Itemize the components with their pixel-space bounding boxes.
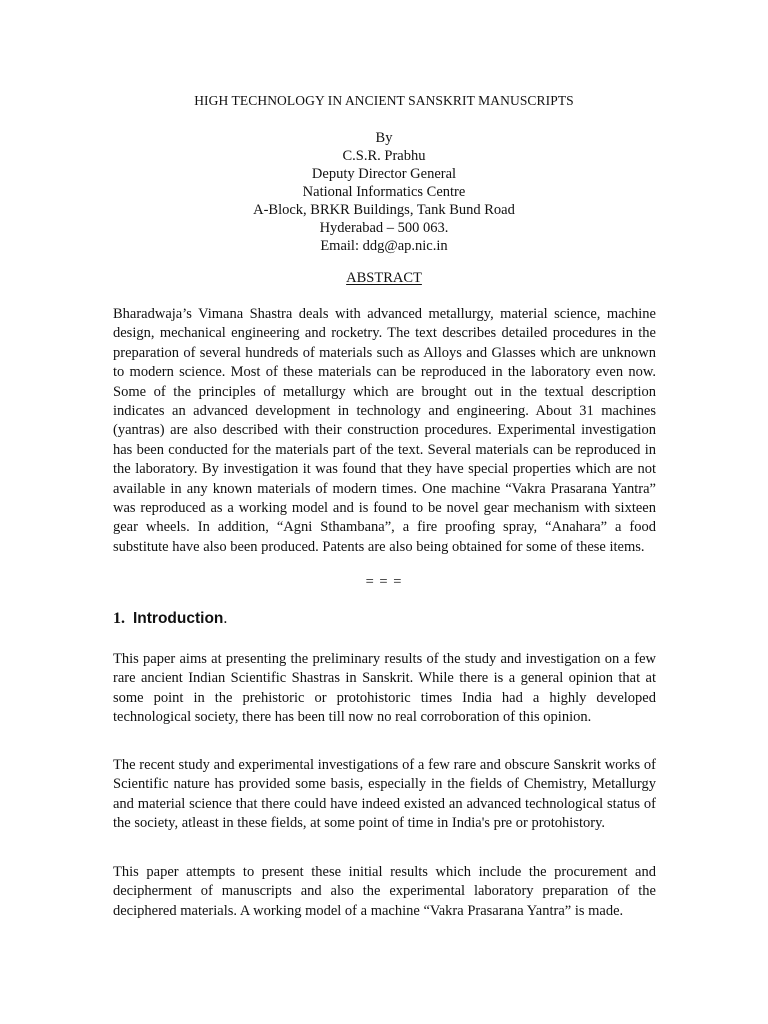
author-name: C.S.R. Prabhu — [342, 148, 426, 164]
intro-paragraph-1: This paper aims at presenting the preliminary results of the study and investigation on a few rare ancient Indian Scientific Shastras in Sanskrit. While there is a general opinion that at some point in the prehistoric or protohistoric times India had a highly developed technological society, there has been till now no real corroboration of this opinion. — [113, 651, 656, 726]
abstract-heading-wrapper — [0, 270, 768, 287]
author-address-line-2: Hyderabad – 500 063. — [319, 220, 449, 236]
intro-paragraph-2: The recent study and experimental investigations of a few rare and obscure Sanskrit works of Scientific nature has provided some basis, especially in the fields of Chemistry, Metallurgy and material science that there could have indeed existed an advanced technological status of the society, atleast in these fields, at some point of time in India's pre or protohistory. — [113, 757, 656, 832]
intro-paragraph-3: This paper attempts to present these initial results which include the procurement and decipherment of manuscripts and also the experimental laboratory preparation of the deciphered materials. A working model of a machine “Vakra Prasarana Yantra” is made. — [113, 864, 656, 919]
section-title-period: . — [223, 610, 228, 627]
document-title: HIGH TECHNOLOGY IN ANCIENT SANSKRIT MANUSCRIPTS — [194, 93, 574, 108]
author-email: Email: ddg@ap.nic.in — [320, 238, 448, 254]
section-number: 1. — [113, 610, 125, 627]
section-separator: = = = — [365, 574, 403, 590]
author-position: Deputy Director General — [311, 166, 457, 182]
abstract-paragraph: Bharadwaja’s Vimana Shastra deals with advanced metallurgy, material science, machine design, mechanical engineering and rocketry. The text describes detailed procedures in the preparation of several hundreds of materials such as Alloys and Glasses which are unknown to modern science. Most of these materials can be reproduced in the laboratory even now. Some of the principles of metallurgy which are brought out in the textual description indicates an advanced development in technology and engineering. About 31 machines (yantras) are also described with their construction procedures. Experimental investigation has been conducted for the materials part of the text. Several materials can be reproduced in the laboratory. By investigation it was found that they have special properties which are not available in any known materials of modern times. One machine “Vakra Prasarana Yantra” was reproduced as a working model and is found to be novel gear mechanism with sixteen gear wheels. In addition, “Agni Sthambana”, a fire proofing spray, “Anahara” a food substitute have also been produced. Patents are also being obtained for some of these items. — [113, 306, 656, 555]
section-title: Introduction — [133, 610, 224, 627]
byline: By — [375, 130, 393, 146]
section-heading — [113, 610, 227, 628]
author-address-line-1: A-Block, BRKR Buildings, Tank Bund Road — [253, 202, 515, 218]
author-organization: National Informatics Centre — [302, 184, 466, 200]
abstract-heading: ABSTRACT — [346, 270, 422, 286]
author-block — [0, 129, 768, 255]
